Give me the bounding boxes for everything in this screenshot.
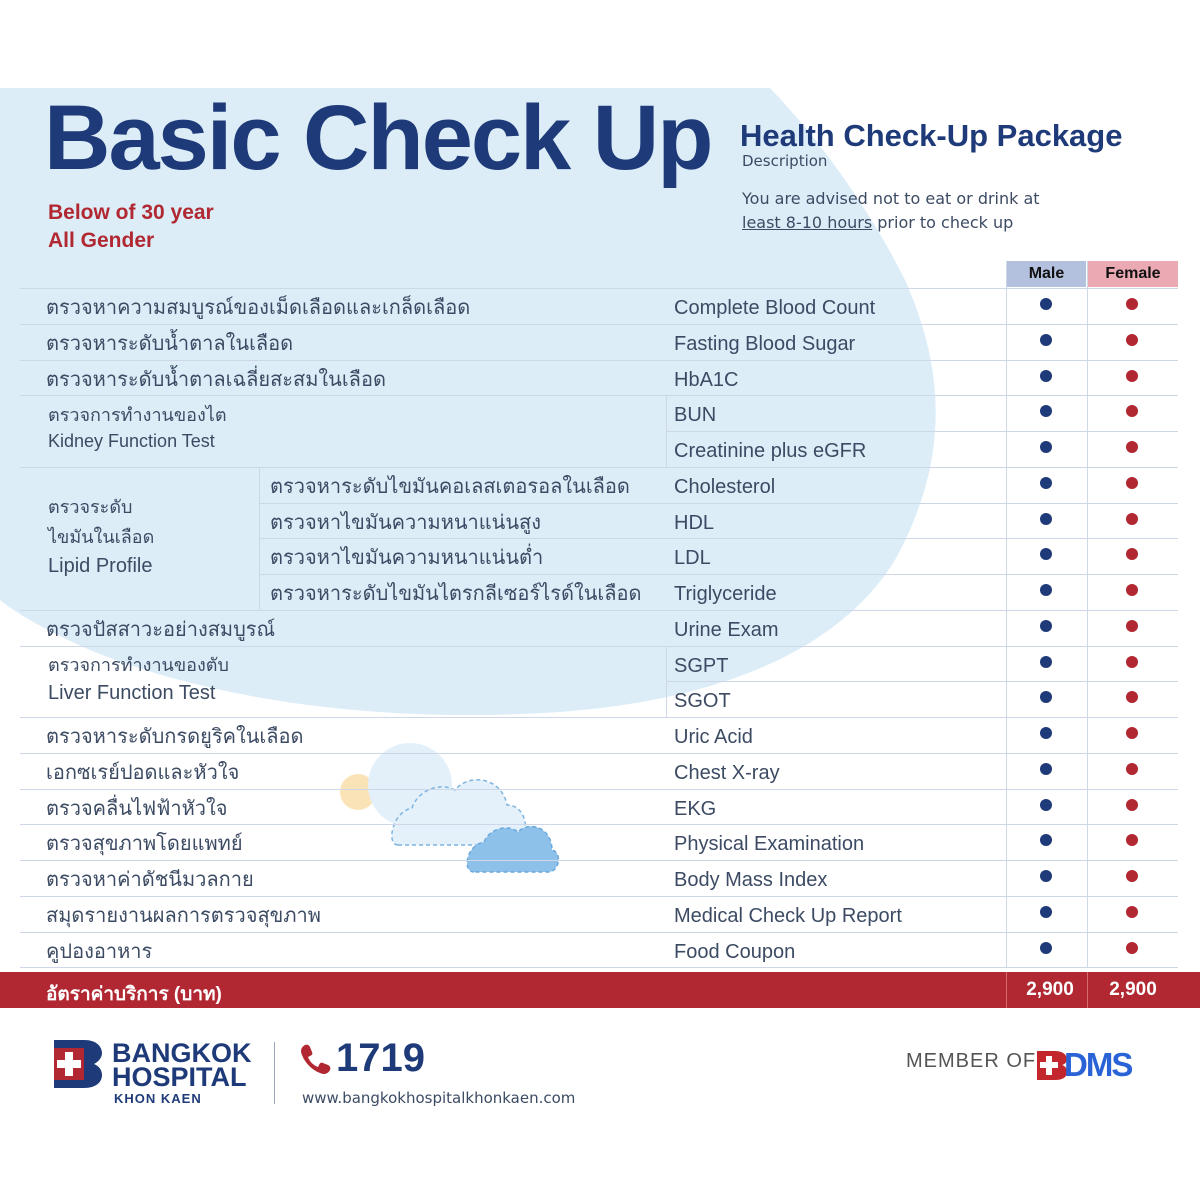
female-included-dot (1126, 370, 1138, 382)
bdms-cross-icon (1037, 1049, 1067, 1081)
male-included-dot (1040, 584, 1052, 596)
advice-line-2 (742, 213, 1013, 232)
phone-icon (298, 1042, 332, 1076)
test-name-english: Triglyceride (674, 583, 777, 605)
test-name-english: EKG (674, 797, 717, 820)
test-name-thai: ตรวจปัสสาวะอย่างสมบูรณ์ (46, 616, 276, 641)
test-name-thai: ตรวจสุขภาพโดยแพทย์ (46, 831, 243, 856)
test-name-thai: ตรวจหาระดับไขมันคอเลสเตอรอลในเลือด (270, 473, 630, 498)
group-column-divider (666, 395, 667, 467)
female-included-dot (1126, 727, 1138, 739)
advice-rest: prior to check up (872, 213, 1014, 232)
bdms-wordmark: DMS (1064, 1046, 1132, 1083)
row-divider (20, 896, 1178, 897)
test-name-english: Complete Blood Count (674, 297, 876, 319)
test-name-english: SGPT (674, 654, 729, 677)
test-name-english: Body Mass Index (674, 869, 828, 891)
gender-note: All Gender (48, 229, 155, 252)
female-included-dot (1126, 906, 1138, 918)
phone-number[interactable]: 1719 (336, 1036, 425, 1080)
row-divider (20, 610, 1178, 611)
age-note: Below of 30 year (48, 201, 214, 224)
female-included-dot (1126, 513, 1138, 525)
advice-line-1: You are advised not to eat or drink at (742, 189, 1040, 208)
column-male-header: Male (1007, 261, 1086, 287)
package-title: Health Check-Up Package (740, 118, 1123, 153)
male-included-dot (1040, 906, 1052, 918)
row-divider (20, 395, 1178, 396)
price-female: 2,900 (1109, 979, 1157, 1000)
row-divider (20, 288, 1178, 289)
female-included-dot (1126, 656, 1138, 668)
row-divider (260, 538, 1178, 539)
test-name-thai: ตรวจหาระดับน้ำตาลเฉลี่ยสะสมในเลือด (46, 366, 386, 391)
brand-subtitle: KHON KAEN (114, 1091, 202, 1106)
test-name-english: Medical Check Up Report (674, 904, 902, 927)
test-name-thai: ตรวจคลื่นไฟฟ้าหัวใจ (46, 795, 228, 820)
female-included-dot (1126, 298, 1138, 310)
group-column-divider (666, 646, 667, 717)
test-name-english: Uric Acid (674, 726, 753, 748)
lipid-subcolumn-divider (259, 467, 260, 610)
test-name-thai: ตรวจหาค่าดัชนีมวลกาย (46, 867, 254, 891)
price-male: 2,900 (1026, 979, 1074, 1000)
test-name-thai: ตรวจหาระดับน้ำตาลในเลือด (46, 330, 294, 355)
test-name-english: Fasting Blood Sugar (674, 332, 856, 355)
male-included-dot (1040, 370, 1052, 382)
row-divider (20, 789, 1178, 790)
male-included-dot (1040, 799, 1052, 811)
test-name-english: LDL (674, 547, 711, 570)
row-divider (20, 717, 1178, 718)
member-of-label: MEMBER OF (906, 1050, 1037, 1072)
test-name-english: HbA1C (674, 368, 739, 391)
website-link[interactable]: www.bangkokhospitalkhonkaen.com (302, 1089, 576, 1107)
male-included-dot (1040, 477, 1052, 489)
column-female-header: Female (1088, 261, 1178, 287)
male-included-dot (1040, 870, 1052, 882)
row-divider (20, 824, 1178, 825)
male-included-dot (1040, 727, 1052, 739)
hospital-logo-icon (54, 1040, 102, 1088)
group-liver-en: Liver Function Test (48, 682, 216, 704)
package-description: Description (742, 152, 828, 170)
page-title: Basic Check Up (44, 87, 712, 189)
test-name-thai: คูปองอาหาร (46, 938, 153, 963)
row-divider (20, 360, 1178, 361)
female-included-dot (1126, 620, 1138, 632)
row-divider (20, 967, 1178, 968)
test-name-thai: สมุดรายงานผลการตรวจสุขภาพ (46, 902, 321, 927)
row-divider (260, 574, 1178, 575)
test-name-english: Creatinine plus eGFR (674, 440, 867, 462)
row-divider (666, 431, 1178, 432)
male-included-dot (1040, 513, 1052, 525)
test-name-english: Food Coupon (674, 940, 796, 963)
row-divider (20, 860, 1178, 861)
female-included-dot (1126, 584, 1138, 596)
test-name-english: HDL (674, 511, 715, 534)
row-divider (260, 503, 1178, 504)
female-included-dot (1126, 441, 1138, 453)
row-divider (20, 646, 1178, 647)
column-divider (1006, 261, 1007, 967)
test-name-thai: ตรวจหาไขมันความหนาแน่นสูง (270, 509, 541, 534)
test-name-thai: ตรวจหาระดับกรดยูริคในเลือด (46, 724, 304, 748)
male-included-dot (1040, 656, 1052, 668)
price-divider (1087, 972, 1088, 1008)
test-name-english: Chest X-ray (674, 761, 780, 784)
female-included-dot (1126, 763, 1138, 775)
brand-line-2: HOSPITAL (112, 1062, 247, 1092)
female-included-dot (1126, 477, 1138, 489)
test-name-english: BUN (674, 404, 717, 427)
group-kidney-th: ตรวจการทำงานของไต (48, 405, 227, 426)
test-name-thai: ตรวจหาความสมบูรณ์ของเม็ดเลือดและเกล็ดเลือด (46, 295, 471, 319)
row-divider (20, 324, 1178, 325)
female-included-dot (1126, 799, 1138, 811)
test-name-english: Cholesterol (674, 475, 776, 498)
advice-hours: least 8-10 hours (742, 213, 873, 232)
female-included-dot (1126, 334, 1138, 346)
test-name-english: SGOT (674, 690, 731, 713)
group-liver-th: ตรวจการทำงานของตับ (48, 655, 229, 676)
male-included-dot (1040, 441, 1052, 453)
test-name-thai: เอกซเรย์ปอดและหัวใจ (46, 759, 240, 784)
female-included-dot (1126, 942, 1138, 954)
group-lipid-en: Lipid Profile (48, 555, 153, 577)
male-included-dot (1040, 334, 1052, 346)
group-lipid-th-2: ไขมันในเลือด (48, 527, 155, 548)
male-included-dot (1040, 298, 1052, 310)
footer-divider (274, 1042, 275, 1104)
female-included-dot (1126, 870, 1138, 882)
male-included-dot (1040, 620, 1052, 632)
price-label: อัตราค่าบริการ (บาท) (46, 984, 222, 1005)
row-divider (20, 932, 1178, 933)
price-divider (1006, 972, 1007, 1008)
row-divider (20, 467, 1178, 468)
test-name-thai: ตรวจหาระดับไขมันไตรกลีเซอร์ไรด์ในเลือด (270, 581, 642, 605)
male-included-dot (1040, 942, 1052, 954)
row-divider (666, 681, 1178, 682)
group-lipid-th-1: ตรวจระดับ (48, 497, 133, 518)
group-kidney-en: Kidney Function Test (48, 431, 215, 451)
male-included-dot (1040, 763, 1052, 775)
column-divider (1087, 261, 1088, 967)
test-name-english: Physical Examination (674, 833, 865, 856)
row-divider (20, 753, 1178, 754)
test-name-thai: ตรวจหาไขมันความหนาแน่นต่ำ (270, 545, 544, 570)
test-name-english: Urine Exam (674, 618, 779, 641)
brand-line-1: BANGKOK (112, 1038, 252, 1068)
